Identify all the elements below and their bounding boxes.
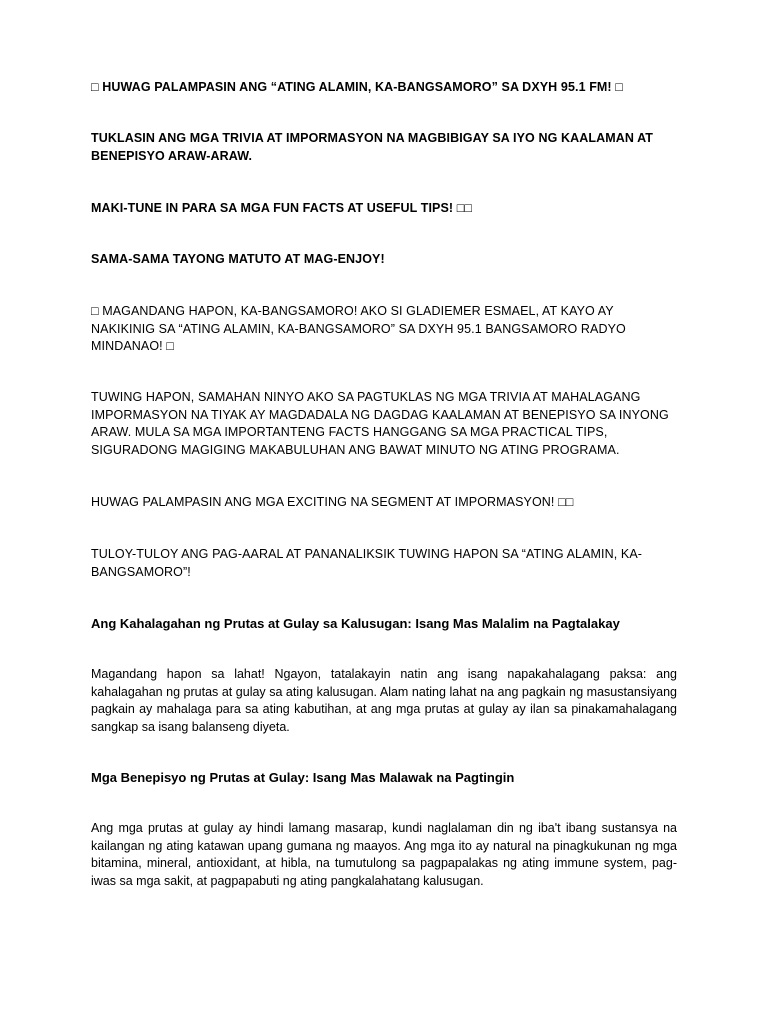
announcement-description: TUWING HAPON, SAMAHAN NINYO AKO SA PAGTUKLAS NG MGA TRIVIA AT MAHALAGANG IMPORMASYON NA TIYAK AY MAGDADALA NG DAGDAG KAALAMAN AT BENEPISYO SA INYONG ARAW. MULA SA MGA IMPORTANTENG FACTS HANGGANG SA MGA PRACTICAL TIPS, SIGURADONG MAGIGING MAKABULUHAN ANG BAWAT MINUTO NG ATING PROGRAMA. [91, 390, 669, 457]
announcement-greeting: □ MAGANDANG HAPON, KA-BANGSAMORO! AKO SI GLADIEMER ESMAEL, AT KAYO AY NAKIKINIG SA “ATING ALAMIN, KA-BANGSAMORO” SA DXYH 95.1 BANGSAMORO RADYO MINDANAO! □ [91, 304, 626, 353]
article-intro-paragraph: Magandang hapon sa lahat! Ngayon, tatalakayin natin ang isang napakahalagang paksa: ang kahalagahan ng prutas at gulay sa ating kalusugan. Alam nating lahat na ang pagkain ng masustansiyang pagkain ay mahalaga para sa ating kabutihan, at ang mga prutas at gulay ay ilan sa pinakamahalagang sangkap sa isang balanseng diyeta. [91, 667, 677, 734]
article-benefits-heading: Mga Benepisyo ng Prutas at Gulay: Isang Mas Malawak na Pagtingin [91, 770, 515, 785]
announcement-intro: TUKLASIN ANG MGA TRIVIA AT IMPORMASYON NA MAGBIBIGAY SA IYO NG KAALAMAN AT BENEPISYO ARAW-ARAW. [91, 131, 654, 163]
announcement-headline: □ HUWAG PALAMPASIN ANG “ATING ALAMIN, KA-BANGSAMORO” SA DXYH 95.1 FM! □ [91, 80, 623, 94]
announcement-continuous: TULOY-TULOY ANG PAG-AARAL AT PANANALIKSIK TUWING HAPON SA “ATING ALAMIN, KA-BANGSAMORO”! [91, 547, 643, 579]
article-benefits-paragraph: Ang mga prutas at gulay ay hindi lamang masarap, kundi naglalaman din ng iba't ibang sustansya na kailangan ng ating katawan upang gumana ng maayos. Ang mga ito ay natural na pinagkukunan ng mga bitamina, mineral, antioxidant, at hibla, na tumutulong sa pagpapalakas ng ating immune system, pag-iwas sa mga sakit, at pagpapabuti ng ating pangkalahatang kalusugan. [91, 821, 677, 888]
article-heading: Ang Kahalagahan ng Prutas at Gulay sa Kalusugan: Isang Mas Malalim na Pagtalakay [91, 616, 620, 631]
announcement-dont-miss: HUWAG PALAMPASIN ANG MGA EXCITING NA SEGMENT AT IMPORMASYON! □□ [91, 495, 574, 509]
announcement-tune-in: MAKI-TUNE IN PARA SA MGA FUN FACTS AT USEFUL TIPS! □□ [91, 201, 473, 215]
announcement-together: SAMA-SAMA TAYONG MATUTO AT MAG-ENJOY! [91, 252, 385, 266]
